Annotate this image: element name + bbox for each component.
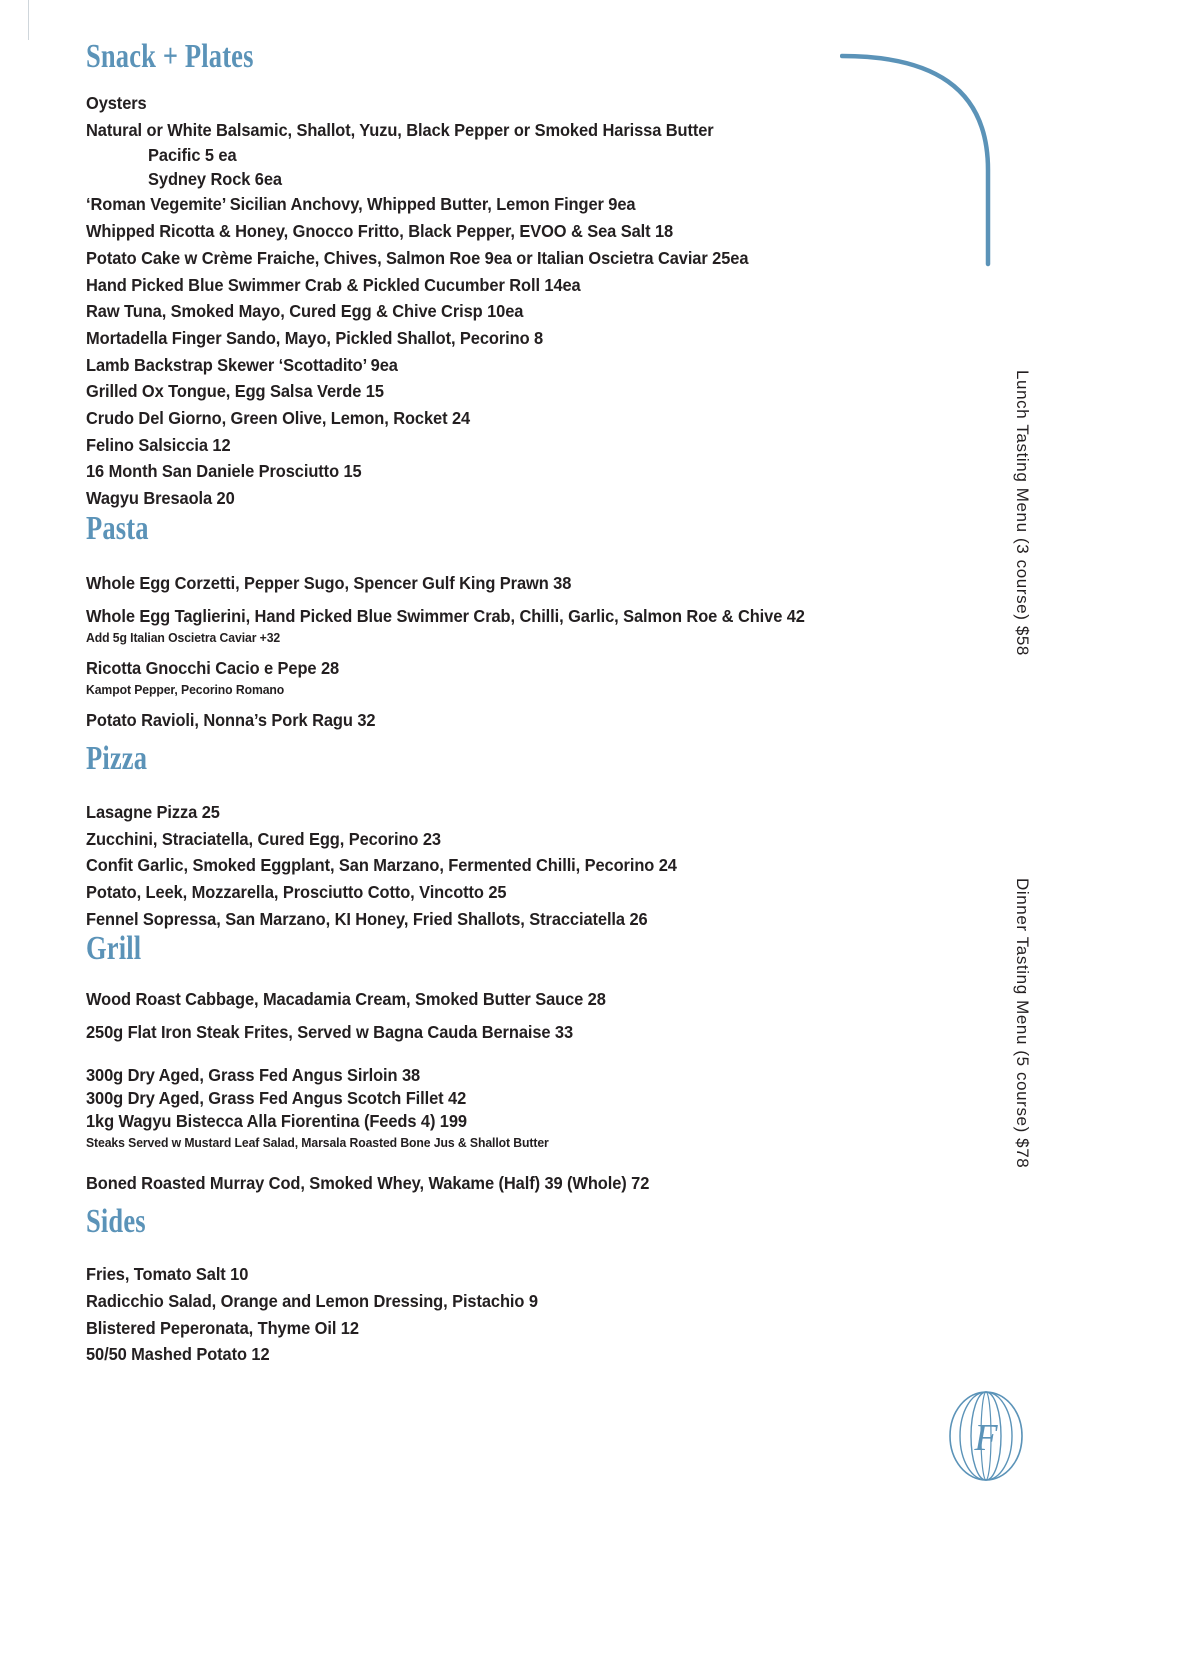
menu-content (86, 40, 916, 1368)
list-item: Natural or White Balsamic, Shallot, Yuzu, Black Pepper or Smoked Harissa Butter (86, 119, 714, 140)
list-item: Sydney Rock 6ea (148, 169, 282, 190)
list-item: Potato Cake w Crème Fraiche, Chives, Salmon Roe 9ea or Italian Oscietra Caviar 25ea (86, 247, 749, 268)
list-item: Hand Picked Blue Swimmer Crab & Pickled Cucumber Roll 14ea (86, 274, 581, 295)
list-item: Whole Egg Corzetti, Pepper Sugo, Spencer Gulf King Prawn 38 (86, 572, 572, 593)
section-title-grill: Grill (86, 930, 142, 968)
spacer (86, 1054, 916, 1064)
list-item: Crudo Del Giorno, Green Olive, Lemon, Rocket 24 (86, 408, 471, 429)
list-item: Radicchio Salad, Orange and Lemon Dressing, Pistachio 9 (86, 1291, 538, 1312)
list-item: Potato, Leek, Mozzarella, Prosciutto Cotto, Vincotto 25 (86, 881, 507, 902)
list-item-note: Add 5g Italian Oscietra Caviar +32 (86, 629, 281, 645)
section-items-sides (86, 1261, 916, 1368)
page-edge-rule (28, 0, 29, 40)
list-item: Wood Roast Cabbage, Macadamia Cream, Smoked Butter Sauce 28 (86, 989, 606, 1010)
list-item: ‘Roman Vegemite’ Sicilian Anchovy, Whipped Butter, Lemon Finger 9ea (86, 194, 636, 215)
list-item: Confit Garlic, Smoked Eggplant, San Marzano, Fermented Chilli, Pecorino 24 (86, 855, 677, 876)
section-title-pasta: Pasta (86, 509, 149, 547)
list-item: Lasagne Pizza 25 (86, 801, 220, 822)
list-item: 16 Month San Daniele Prosciutto 15 (86, 461, 362, 482)
list-item-note: Kampot Pepper, Pecorino Romano (86, 681, 285, 697)
list-item: 300g Dry Aged, Grass Fed Angus Sirloin 38 (86, 1065, 421, 1086)
list-item: Whipped Ricotta & Honey, Gnocco Fritto, Black Pepper, EVOO & Sea Salt 18 (86, 221, 674, 242)
list-item: Grilled Ox Tongue, Egg Salsa Verde 15 (86, 381, 384, 402)
list-item: 50/50 Mashed Potato 12 (86, 1344, 270, 1365)
section-items-pizza (86, 799, 916, 933)
list-item: Whole Egg Taglierini, Hand Picked Blue Swimmer Crab, Chilli, Garlic, Salmon Roe & Chive 42 (86, 605, 805, 626)
list-item: Fennel Sopressa, San Marzano, KI Honey, Fried Shallots, Stracciatella 26 (86, 908, 648, 929)
list-item: 300g Dry Aged, Grass Fed Angus Scotch Fillet 42 (86, 1088, 467, 1109)
list-item: Ricotta Gnocchi Cacio e Pepe 28 (86, 657, 340, 678)
list-item: Raw Tuna, Smoked Mayo, Cured Egg & Chive Crisp 10ea (86, 301, 524, 322)
section-items-grill (86, 988, 916, 1194)
list-item: Pacific 5 ea (148, 145, 237, 166)
list-item: Felino Salsiccia 12 (86, 434, 231, 455)
section-title-snack: Snack + Plates (86, 38, 254, 75)
list-item: Mortadella Finger Sando, Mayo, Pickled Shallot, Pecorino 8 (86, 327, 544, 348)
list-item: Potato Ravioli, Nonna’s Pork Ragu 32 (86, 709, 376, 730)
brand-logo-monogram (940, 1390, 1032, 1482)
list-item: Zucchini, Straciatella, Cured Egg, Pecorino 23 (86, 828, 441, 849)
section-title-pizza: Pizza (86, 739, 148, 777)
section-title-sides: Sides (86, 1203, 146, 1241)
spacer (86, 1162, 916, 1172)
logo-letter: F (974, 1417, 998, 1459)
list-item: 250g Flat Iron Steak Frites, Served w Bagna Cauda Bernaise 33 (86, 1022, 574, 1043)
list-item: Fries, Tomato Salt 10 (86, 1264, 249, 1285)
list-item: Lamb Backstrap Skewer ‘Scottadito’ 9ea (86, 354, 398, 375)
list-item: 1kg Wagyu Bistecca Alla Fiorentina (Feeds 4) 199 (86, 1111, 467, 1132)
list-item: Boned Roasted Murray Cod, Smoked Whey, Wakame (Half) 39 (Whole) 72 (86, 1173, 650, 1194)
list-item: Oysters (86, 93, 147, 113)
lunch-tasting-menu-label: Lunch Tasting Menu (3 course) $58 (1013, 370, 1032, 656)
list-item-note: Steaks Served w Mustard Leaf Salad, Marsala Roasted Bone Jus & Shallot Butter (86, 1135, 549, 1151)
section-items-snack (86, 90, 916, 512)
section-items-pasta (86, 572, 916, 731)
list-item: Wagyu Bresaola 20 (86, 488, 235, 509)
list-item: Blistered Peperonata, Thyme Oil 12 (86, 1317, 359, 1338)
dinner-tasting-menu-label: Dinner Tasting Menu (5 course) $78 (1013, 878, 1032, 1169)
